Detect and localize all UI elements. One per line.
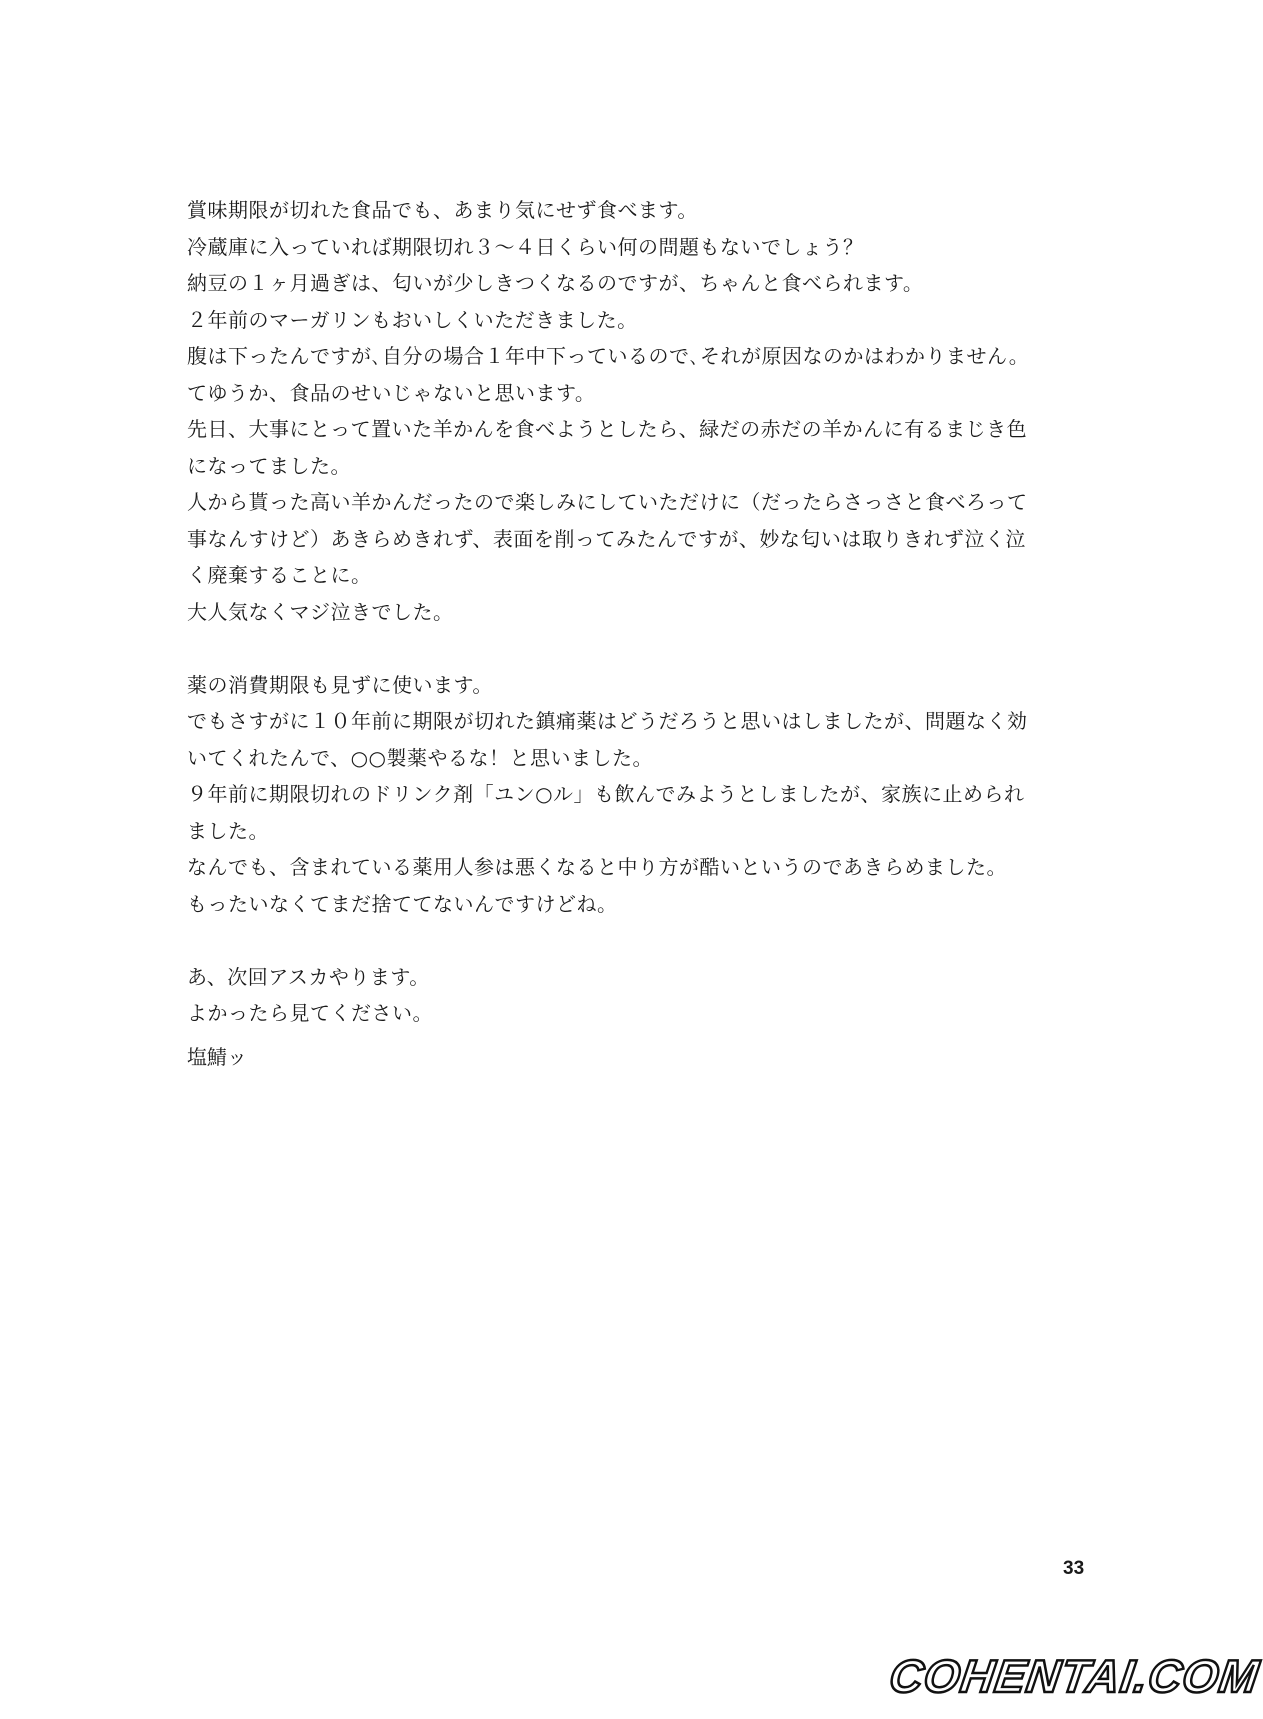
text-line: 大人気なくマジ泣きでした。: [187, 599, 454, 624]
text-line: ました。: [187, 818, 269, 843]
text-line: く廃棄することに。: [187, 563, 372, 587]
body-text: [187, 192, 1067, 1032]
text-line: もったいなくてまだ捨ててないんですけどね。: [187, 891, 618, 916]
text-line: 納豆の１ヶ月過ぎは、匂いが少しきつくなるのですが、ちゃんと食べられます。: [187, 271, 924, 295]
paragraph-3: [187, 959, 1067, 1032]
text-line: 先日、大事にとって置いた羊かんを食べようとしたら、緑だの赤だの羊かんに有るまじき色: [187, 417, 1028, 441]
text-line: なんでも、含まれている薬用人参は悪くなると中り方が酷いというのであきらめました。: [187, 855, 1007, 879]
text-line: 事なんすけど）あきらめきれず、表面を削ってみたんですが、妙な匂いは取りきれず泣く泣: [187, 526, 1026, 551]
text-line: 賞味期限が切れた食品でも、あまり気にせず食べます。: [187, 198, 698, 222]
text-line: 冷蔵庫に入っていれば期限切れ３～４日くらい何の問題もないでしょう？: [187, 234, 864, 259]
author-signature: 塩鯖ッ: [187, 1045, 247, 1069]
text-line: よかったら見てください。: [187, 1001, 433, 1025]
text-line: 腹は下ったんですが､自分の場合１年中下っているので､それが原因なのかはわかりません。: [187, 344, 1030, 368]
text-line: 薬の消費期限も見ずに使います。: [187, 672, 493, 697]
text-line: てゆうか、食品のせいじゃないと思います。: [187, 380, 596, 405]
paragraph-1: [187, 192, 1067, 630]
paragraph-spacer: [187, 630, 1067, 667]
watermark-logo: COHENTAI.COM: [886, 1650, 1263, 1702]
text-line: 人から貰った高い羊かんだったので楽しみにしていただけに（だったらさっさと食べろって: [187, 490, 1028, 514]
paragraph-spacer: [187, 922, 1067, 959]
text-line: あ、次回アスカやります。: [187, 964, 430, 989]
text-line: いてくれたんで、○○製薬やるな！と思いました。: [187, 745, 654, 770]
text-line: になってました。: [187, 453, 351, 478]
text-line: ２年前のマーガリンもおいしくいただきました。: [187, 307, 638, 332]
text-line: ９年前に期限切れのドリンク剤「ユン○ル」も飲んでみようとしましたが、家族に止められ: [187, 782, 1025, 806]
text-line: でもさすがに１０年前に期限が切れた鎮痛薬はどうだろうと思いはしましたが、問題なく効: [187, 709, 1028, 733]
page-number: 33: [1063, 1558, 1085, 1579]
paragraph-2: [187, 667, 1067, 923]
